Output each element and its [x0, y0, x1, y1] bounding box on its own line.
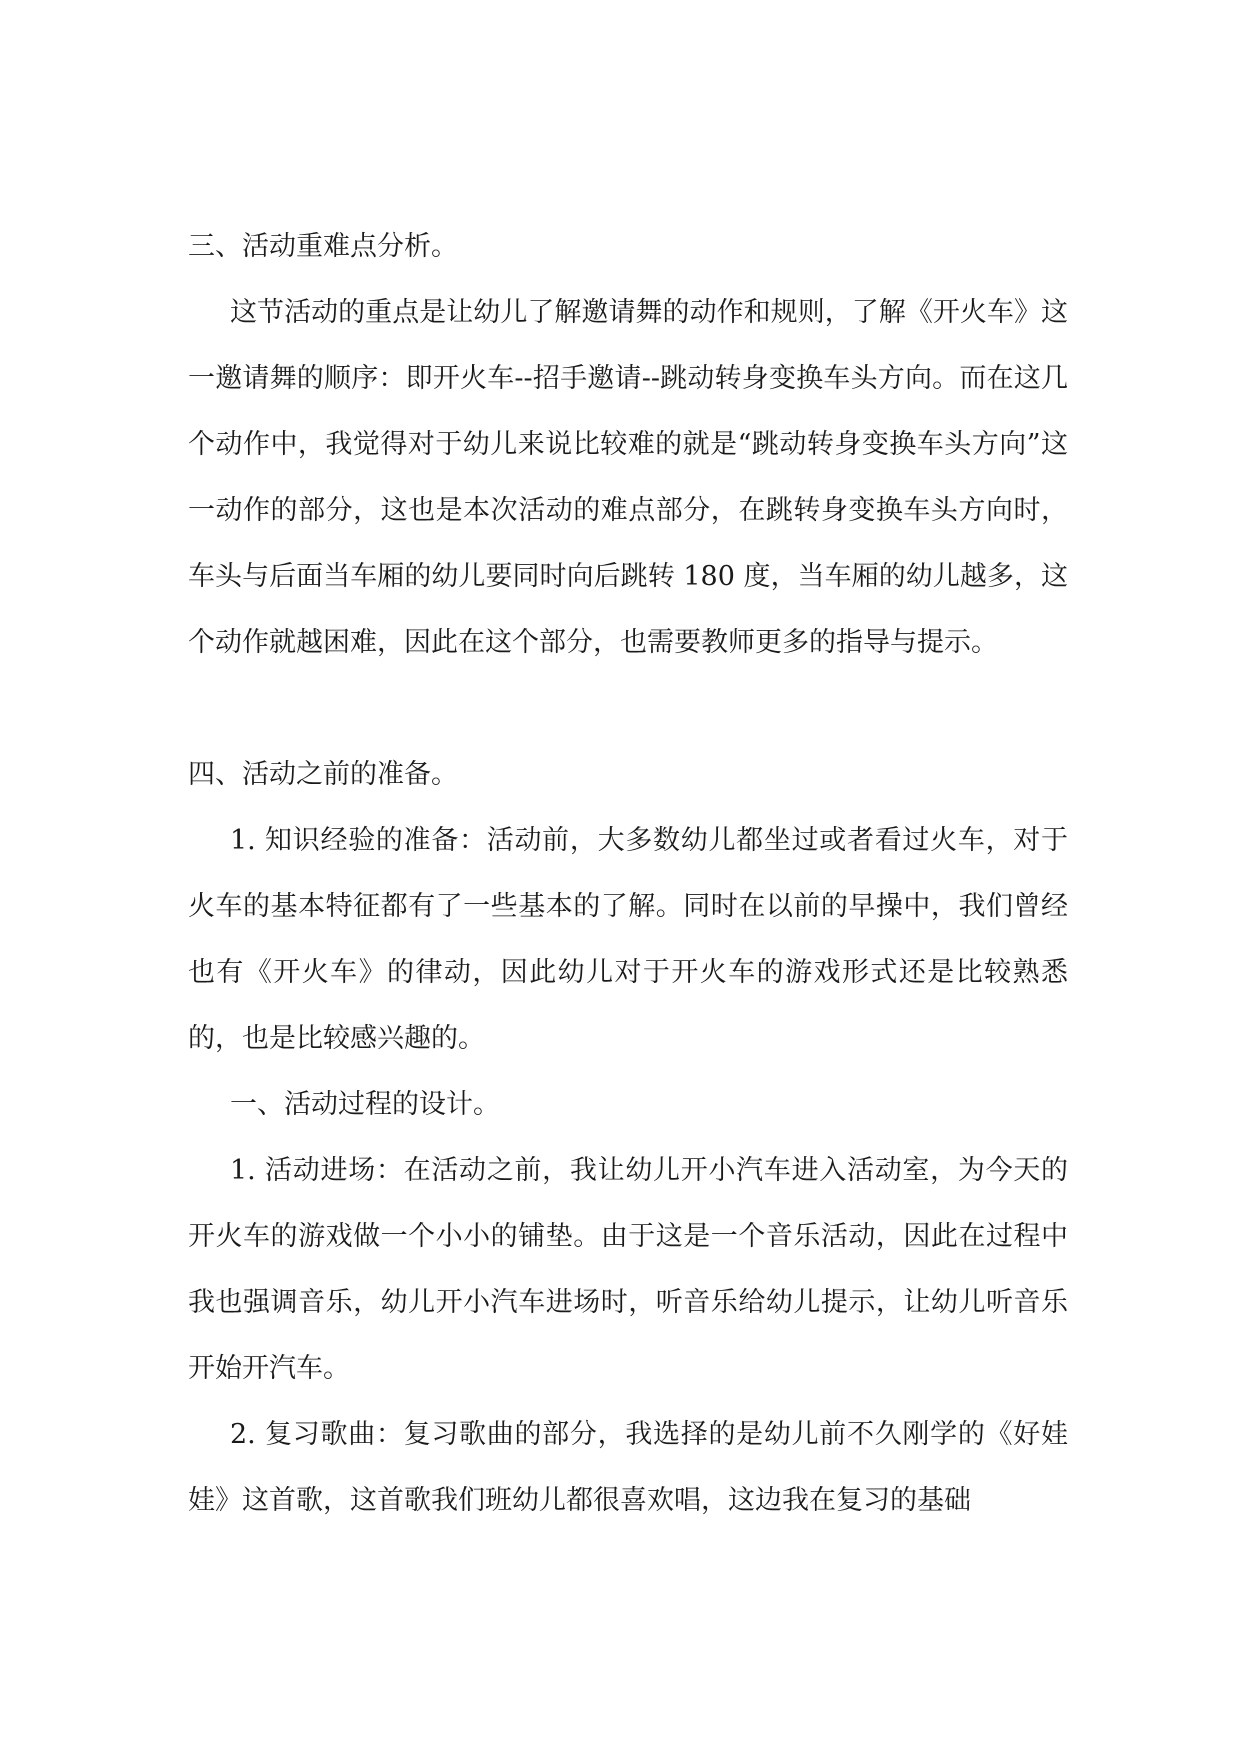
section-heading-process: 一、活动过程的设计。 [230, 1089, 500, 1120]
section-heading-preparation: 四、活动之前的准备。 [188, 759, 458, 790]
paragraph-process-item-2: 2. 复习歌曲：复习歌曲的部分，我选择的是幼儿前不久刚学的《好娃娃》这首歌，这首歌我们班幼儿都很喜欢唱，这边我在复习的基础 [188, 1419, 1068, 1516]
paragraph-analysis: 这节活动的重点是让幼儿了解邀请舞的动作和规则，了解《开火车》这一邀请舞的顺序：即开火车--招手邀请--跳动转身变换车头方向。而在这几个动作中，我觉得对于幼儿来说比较难的就是“跳动转身变换车头方向”这一动作的部分，这也是本次活动的难点部分，在跳转身变换车头方向时，车头与后面当车厢的幼儿要同时向后跳转 180 度，当车厢的幼儿越多，这个动作就越困难，因此在这个部分，也需要教师更多的指导与提示。 [188, 297, 1068, 658]
section-heading-analysis: 三、活动重难点分析。 [188, 231, 458, 262]
paragraph-process-item-1: 1. 活动进场：在活动之前，我让幼儿开小汽车进入活动室，为今天的开火车的游戏做一个小小的铺垫。由于这是一个音乐活动，因此在过程中我也强调音乐，幼儿开小汽车进场时，听音乐给幼儿提示，让幼儿听音乐开始开汽车。 [188, 1155, 1068, 1384]
paragraph-preparation-item-1: 1. 知识经验的准备：活动前，大多数幼儿都坐过或者看过火车，对于火车的基本特征都有了一些基本的了解。同时在以前的早操中，我们曾经也有《开火车》的律动，因此幼儿对于开火车的游戏形式还是比较熟悉的，也是比较感兴趣的。 [188, 825, 1068, 1054]
document-body [188, 214, 1068, 1534]
